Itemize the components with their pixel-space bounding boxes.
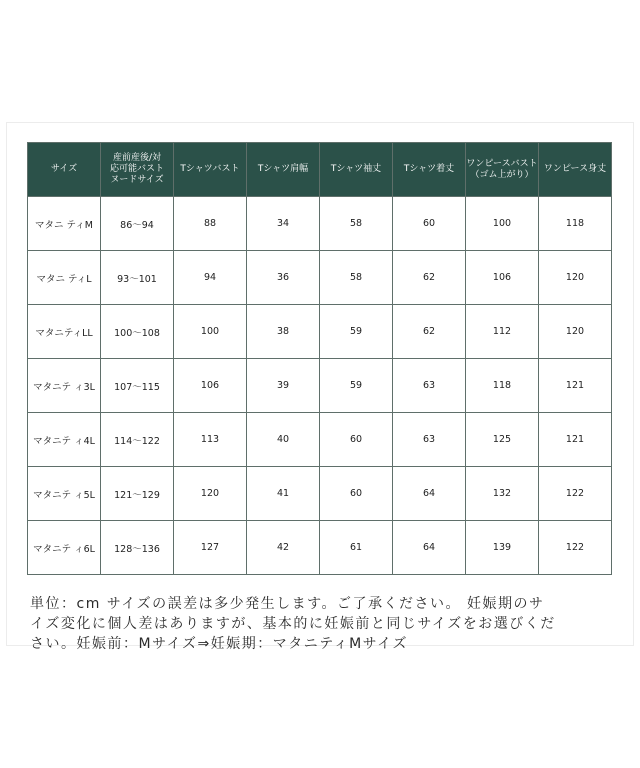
measurement-cell: 61: [320, 521, 393, 575]
measurement-cell: 88: [174, 197, 247, 251]
measurement-cell: 59: [320, 359, 393, 413]
measurement-cell: 122: [539, 467, 612, 521]
measurement-cell: 112: [466, 305, 539, 359]
measurement-cell: 100～108: [101, 305, 174, 359]
measurement-cell: 125: [466, 413, 539, 467]
table-row: [28, 359, 612, 413]
table-row: [28, 251, 612, 305]
measurement-cell: 38: [247, 305, 320, 359]
size-name-cell: マタニテ ィ5L: [28, 467, 101, 521]
measurement-cell: 114～122: [101, 413, 174, 467]
table-row: [28, 467, 612, 521]
table-row: [28, 521, 612, 575]
measurement-cell: 121: [539, 359, 612, 413]
size-note-text: 単位：cm サイズの誤差は多少発生します。ご了承ください。 妊娠期のサ イズ変化に個人差はありますが、基本的に妊娠前と同じサイズをお選びくだ さい。妊娠前：Mサイズ⇒妊娠期：マタニティMサイズ: [30, 596, 556, 652]
measurement-cell: 64: [393, 467, 466, 521]
measurement-cell: 58: [320, 197, 393, 251]
measurement-cell: 59: [320, 305, 393, 359]
measurement-cell: 60: [320, 467, 393, 521]
column-header: ワンピースバスト （ゴム上がり）: [466, 143, 539, 197]
measurement-cell: 62: [393, 251, 466, 305]
column-header: 産前産後/対 応可能バスト ヌードサイズ: [101, 143, 174, 197]
measurement-cell: 100: [174, 305, 247, 359]
measurement-cell: 118: [466, 359, 539, 413]
column-header: Tシャツ袖丈: [320, 143, 393, 197]
measurement-cell: 100: [466, 197, 539, 251]
measurement-cell: 127: [174, 521, 247, 575]
size-name-cell: マタニ ティL: [28, 251, 101, 305]
size-name-cell: マタニテ ィ3L: [28, 359, 101, 413]
measurement-cell: 106: [174, 359, 247, 413]
measurement-cell: 86～94: [101, 197, 174, 251]
column-header: サイズ: [28, 143, 101, 197]
measurement-cell: 62: [393, 305, 466, 359]
measurement-cell: 122: [539, 521, 612, 575]
measurement-cell: 63: [393, 359, 466, 413]
measurement-cell: 120: [539, 251, 612, 305]
measurement-cell: 139: [466, 521, 539, 575]
column-header: Tシャツ肩幅: [247, 143, 320, 197]
measurement-cell: 118: [539, 197, 612, 251]
size-name-cell: マタニテ ィ4L: [28, 413, 101, 467]
measurement-cell: 128～136: [101, 521, 174, 575]
measurement-cell: 60: [320, 413, 393, 467]
measurement-cell: 39: [247, 359, 320, 413]
measurement-cell: 120: [539, 305, 612, 359]
measurement-cell: 113: [174, 413, 247, 467]
measurement-cell: 94: [174, 251, 247, 305]
measurement-cell: 36: [247, 251, 320, 305]
table-row: [28, 305, 612, 359]
measurement-cell: 106: [466, 251, 539, 305]
size-name-cell: マタニ ティM: [28, 197, 101, 251]
size-chart-table: [27, 142, 612, 575]
measurement-cell: 121: [539, 413, 612, 467]
measurement-cell: 42: [247, 521, 320, 575]
table-row: [28, 413, 612, 467]
size-name-cell: マタニテ ィ6L: [28, 521, 101, 575]
measurement-cell: 120: [174, 467, 247, 521]
measurement-cell: 132: [466, 467, 539, 521]
column-header: Tシャツバスト: [174, 143, 247, 197]
measurement-cell: 34: [247, 197, 320, 251]
measurement-cell: 93～101: [101, 251, 174, 305]
column-header: ワンピース身丈: [539, 143, 612, 197]
measurement-cell: 64: [393, 521, 466, 575]
measurement-cell: 40: [247, 413, 320, 467]
measurement-cell: 63: [393, 413, 466, 467]
measurement-cell: 60: [393, 197, 466, 251]
size-name-cell: マタニティLL: [28, 305, 101, 359]
table-header-row: [28, 143, 612, 197]
table-row: [28, 197, 612, 251]
column-header: Tシャツ着丈: [393, 143, 466, 197]
measurement-cell: 121～129: [101, 467, 174, 521]
measurement-cell: 58: [320, 251, 393, 305]
measurement-cell: 107～115: [101, 359, 174, 413]
measurement-cell: 41: [247, 467, 320, 521]
